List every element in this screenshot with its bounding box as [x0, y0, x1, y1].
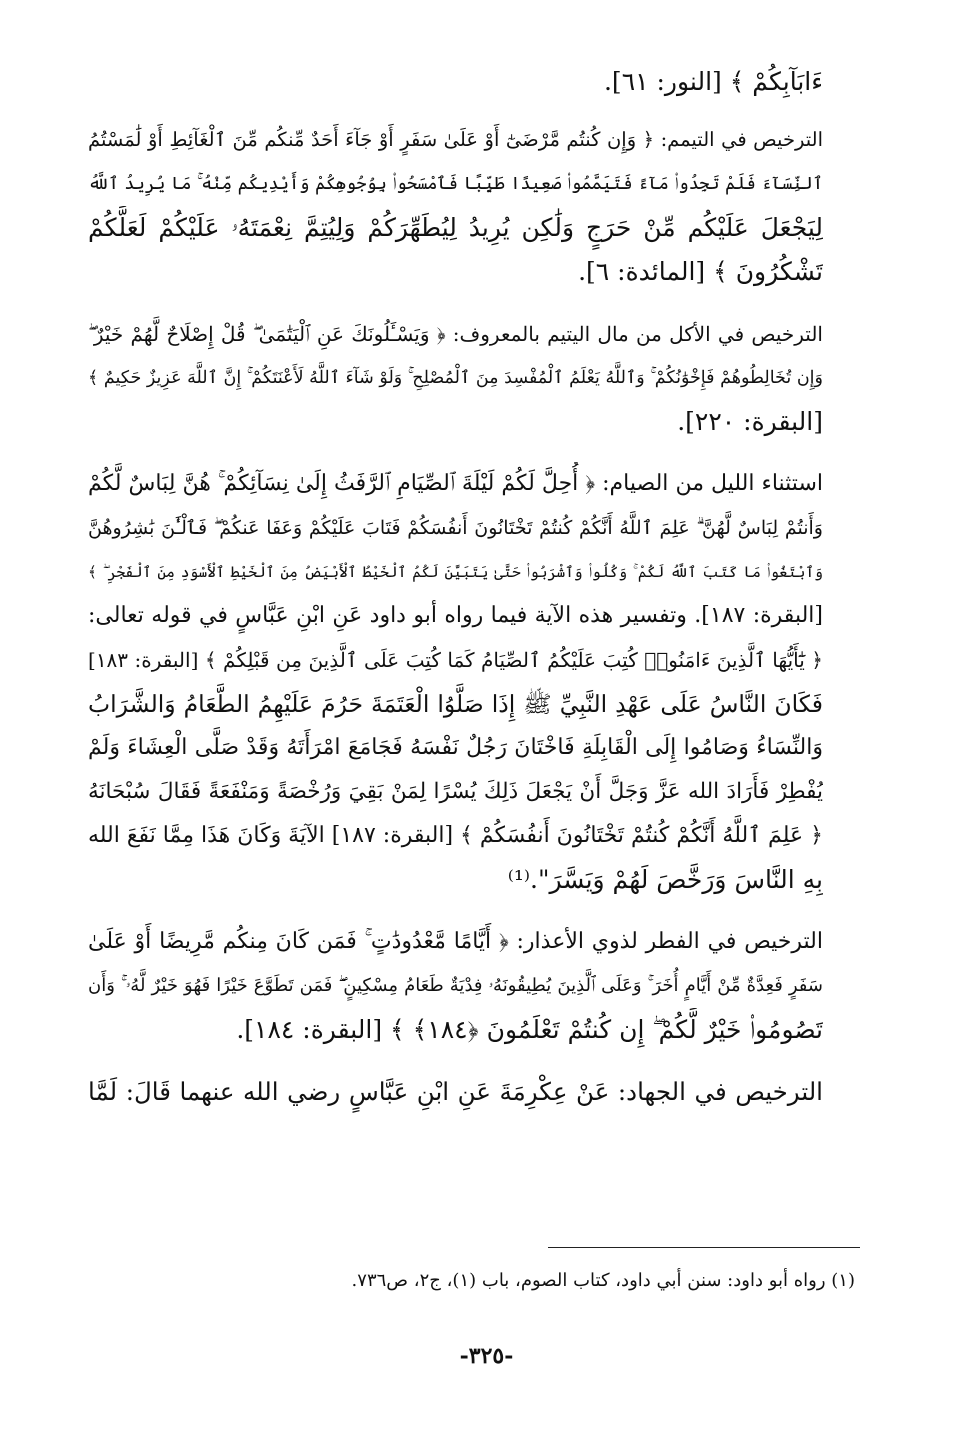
paragraph-orphan-wealth	[88, 312, 823, 444]
text-line: ﴿ عَلِمَ ٱللَّهُ أَنَّكُمْ كُنتُمْ تَخْتَانُونَ أَنفُسَكُمْ ﴾ [البقرة: ١٨٧] الآيَةَ وَكَانَ هَذَا مِمَّا نَفَعَ الله	[88, 823, 823, 848]
text-line: تَشْكُرُونَ ﴾ [المائدة: ٦].	[578, 257, 823, 286]
page-body	[88, 60, 823, 1132]
paragraph-tayammum	[88, 118, 823, 294]
text-line: ﴿ يَٰٓأَيُّهَا ٱلَّذِينَ ءَامَنُوا۟ كُتِبَ عَلَيْكُمُ ٱلصِّيَامُ كَمَا كُتِبَ عَلَى ٱلَّذِينَ مِن قَبْلِكُمْ ﴾ [البقرة: ١٨٣]	[88, 648, 823, 672]
text-line: الترخيص في الأكل من مال اليتيم بالمعروف: ﴿ وَيَسْـَٔلُونَكَ عَنِ ٱلْيَتَٰمَىٰ ۖ قُلْ إِصْلَاحٌ لَّهُمْ خَيْرٌ ۖ	[88, 322, 823, 346]
text-line: بِهِ النَّاسَ وَرَخَّصَ لَهُمْ وَيَسَّرَ".⁽¹⁾	[507, 865, 823, 894]
text-line: يُفْطِرْ فَأَرَادَ الله عَزَّ وَجَلَّ أَنْ يَجْعَلَ ذَلِكَ يُسْرًا لِمَنْ بَقِيَ وَرُخْصَةً وَمَنْفَعَةً فَقَالَ سُبْحَانَهُ	[88, 779, 823, 804]
text-line: سَفَرٍ فَعِدَّةٌ مِّنْ أَيَّامٍ أُخَرَ ۚ وَعَلَى ٱلَّذِينَ يُطِيقُونَهُۥ فِدْيَةٌ طَعَامُ مِسْكِينٍ ۖ فَمَن تَطَوَّعَ خَيْرًا فَهُوَ خَيْرٌ لَّهُۥ ۚ وَأَن	[88, 975, 823, 996]
text-line: فَكَانَ النَّاسُ عَلَى عَهْدِ النَّبِيِّ ﷺ إِذَا صَلَّوُا الْعَتَمَةَ حَرُمَ عَلَيْهِمُ الطَّعَامُ وَالشَّرَابُ	[88, 690, 823, 718]
text-line: [البقرة: ٢٢٠].	[677, 407, 823, 436]
paragraph-jihad	[88, 1070, 823, 1114]
text-line: [البقرة: ١٨٧]. وتفسير هذه الآية فيما رواه أبو داود عَنِ ابْنِ عَبَّاسٍ في قوله تعالى:	[88, 603, 823, 628]
text-line: الترخيص في التيمم: ﴿ وَإِن كُنتُم مَّرْضَىٰٓ أَوْ عَلَىٰ سَفَرٍ أَوْ جَآءَ أَحَدٌ مِّنكُم مِّنَ ٱلْغَآئِطِ أَوْ لَٰمَسْتُمُ	[88, 128, 823, 151]
paragraph-breaking-fast	[88, 920, 823, 1052]
footnote: (١) رواه أبو داود: سنن أبي داود، كتاب الصوم، باب (١)، ج٢، ص٧٣٦.	[351, 1270, 855, 1291]
text-line: تَصُومُوا۟ خَيْرٌ لَّكُمْ ۖ إِن كُنتُمْ تَعْلَمُونَ ﴿١٨٤﴾ ﴾ [البقرة: ١٨٤].	[236, 1015, 823, 1044]
paragraph-fasting-night	[88, 462, 823, 902]
text-line: الترخيص في الفطر لذوي الأعذار: ﴿ أَيَّامًا مَّعْدُودَٰتٍ ۚ فَمَن كَانَ مِنكُم مَّرِيضًا أَوْ عَلَىٰ	[88, 929, 823, 954]
footnote-divider	[548, 1247, 860, 1248]
top-line: ءَابَآبِكُمْ ﴾ [النور: ٦١].	[603, 67, 823, 96]
text-line: وَإِن تُخَالِطُوهُمْ فَإِخْوَٰنُكُمْ ۚ وَٱللَّهُ يَعْلَمُ ٱلْمُفْسِدَ مِنَ ٱلْمُصْلِحِ ۚ وَلَوْ شَآءَ ٱللَّهُ لَأَعْنَتَكُمْ ۚ إِنَّ ٱللَّهَ عَزِيزٌ حَكِيمٌ ﴾	[88, 368, 823, 388]
text-line: لِيَجْعَلَ عَلَيْكُم مِّنْ حَرَجٍ وَلَٰكِن يُرِيدُ لِيُطَهِّرَكُمْ وَلِيُتِمَّ نِعْمَتَهُۥ عَلَيْكُمْ لَعَلَّكُمْ	[88, 213, 823, 242]
text-line: وَأَنتُمْ لِبَاسٌ لَّهُنَّ ۗ عَلِمَ ٱللَّهُ أَنَّكُمْ كُنتُمْ تَخْتَانُونَ أَنفُسَكُمْ فَتَابَ عَلَيْكُمْ وَعَفَا عَنكُمْ ۖ فَٱلْـَٰٔنَ بَٰشِرُوهُنَّ	[88, 517, 823, 539]
text-line: وَالنِّسَاءُ وَصَامُوا إِلَى الْقَابِلَةِ فَاخْتَانَ رَجُلٌ نَفْسَهُ فَجَامَعَ امْرَأَتَهُ وَقَدْ صَلَّى الْعِشَاءَ وَلَمْ	[88, 735, 823, 760]
text-line: الترخيص في الجهاد: عَنْ عِكْرِمَةَ عَنِ ابْنِ عَبَّاسٍ رضي الله عنهما قَالَ: لَمَّا	[88, 1077, 823, 1106]
page-number: -٣٢٥-	[459, 1343, 514, 1369]
text-line: ٱلنِّسَآءَ فَلَمْ تَجِدُوا۟ مَآءً فَتَيَمَّمُوا۟ صَعِيدًا طَيِّبًا فَٱمْسَحُوا۟ بِوُجُوهِكُمْ وَأَيْدِيكُم مِّنْهُ ۚ مَا يُرِيدُ ٱللَّهُ	[88, 174, 823, 194]
text-line: وَٱبْتَغُوا۟ مَا كَتَبَ ٱللَّهُ لَكُمْ ۚ وَكُلُوا۟ وَٱشْرَبُوا۟ حَتَّىٰ يَتَبَيَّنَ لَكُمُ ٱلْخَيْطُ ٱلْأَبْيَضُ مِنَ ٱلْخَيْطِ ٱلْأَسْوَدِ مِنَ ٱلْفَجْرِ ۖ ﴾	[88, 563, 823, 581]
text-line: استثناء الليل من الصيام: ﴿ أُحِلَّ لَكُمْ لَيْلَةَ ٱلصِّيَامِ ٱلرَّفَثُ إِلَىٰ نِسَآئِكُمْ ۚ هُنَّ لِبَاسٌ لَّكُمْ	[88, 471, 823, 496]
